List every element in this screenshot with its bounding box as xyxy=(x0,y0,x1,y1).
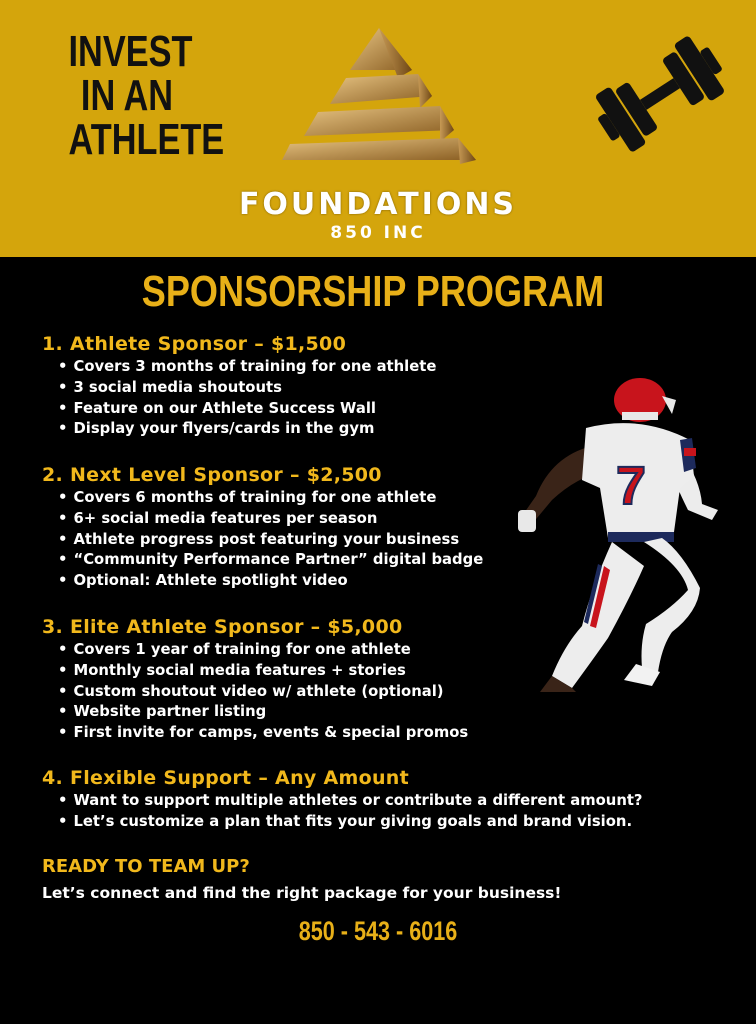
phone-number[interactable]: 850 - 543 - 6016 xyxy=(298,916,458,946)
invest-tagline xyxy=(68,27,225,164)
list-item: • Custom shoutout video w/ athlete (optional) xyxy=(58,682,468,703)
list-item: • “Community Performance Partner” digital badge xyxy=(58,550,483,571)
tier-benefits-list xyxy=(42,357,436,440)
list-item: • First invite for camps, events & special promos xyxy=(58,723,468,744)
tier-athlete-sponsor xyxy=(42,331,436,440)
cta-text: Let’s connect and find the right package for your business! xyxy=(42,884,562,902)
tier-title: 1. Athlete Sponsor – $1,500 xyxy=(42,333,347,355)
list-item: • Covers 6 months of training for one athlete xyxy=(58,488,483,509)
list-item: • Optional: Athlete spotlight video xyxy=(58,571,483,592)
tier-benefits-list xyxy=(42,640,468,744)
tagline-line: INVEST xyxy=(68,27,193,76)
cta-heading: READY TO TEAM UP? xyxy=(42,856,250,877)
list-item: • Monthly social media features + stories xyxy=(58,661,468,682)
tier-next-level-sponsor xyxy=(42,462,483,592)
tagline-line: IN AN xyxy=(80,71,174,120)
tier-elite-athlete-sponsor xyxy=(42,614,468,744)
football-player-image xyxy=(512,376,722,692)
tier-title: 4. Flexible Support – Any Amount xyxy=(42,767,409,789)
list-item: • Display your flyers/cards in the gym xyxy=(58,419,436,440)
brand-name: FOUNDATIONS xyxy=(238,187,518,222)
list-item: • Covers 3 months of training for one athlete xyxy=(58,357,436,378)
list-item: • Covers 1 year of training for one athlete xyxy=(58,640,468,661)
dumbbell-icon xyxy=(580,24,740,164)
brand-subtitle: 850 INC xyxy=(330,223,426,243)
tier-benefits-list xyxy=(42,488,483,592)
jersey-number: 7 xyxy=(616,456,647,516)
tier-title: 3. Elite Athlete Sponsor – $5,000 xyxy=(42,616,403,638)
program-title: SPONSORSHIP PROGRAM xyxy=(141,267,605,316)
pyramid-logo-icon xyxy=(280,26,478,166)
list-item: • 6+ social media features per season xyxy=(58,509,483,530)
list-item: • Want to support multiple athletes or contribute a different amount? xyxy=(58,791,643,812)
tagline-line: ATHLETE xyxy=(68,115,225,164)
list-item: • Let’s customize a plan that fits your giving goals and brand vision. xyxy=(58,812,643,833)
list-item: • Athlete progress post featuring your business xyxy=(58,530,483,551)
tier-benefits-list xyxy=(42,791,643,833)
tier-flexible-support xyxy=(42,765,643,833)
list-item: • 3 social media shoutouts xyxy=(58,378,436,399)
header-banner xyxy=(0,0,756,257)
tier-title: 2. Next Level Sponsor – $2,500 xyxy=(42,464,382,486)
list-item: • Website partner listing xyxy=(58,702,468,723)
list-item: • Feature on our Athlete Success Wall xyxy=(58,399,436,420)
